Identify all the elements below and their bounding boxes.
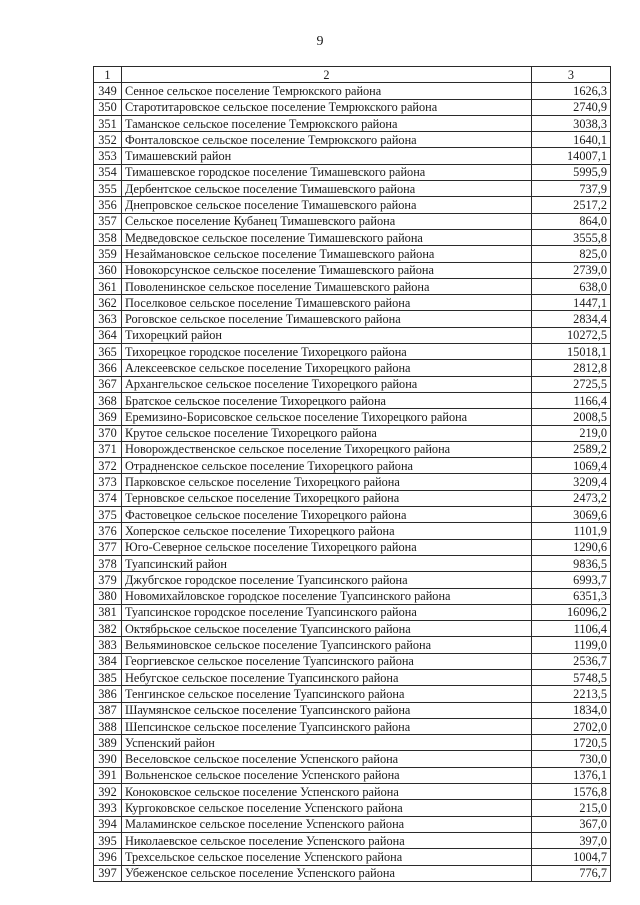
table-row [94,604,611,620]
row-number: 384 [94,653,122,669]
row-name: Вельяминовское сельское поселение Туапсинского района [122,637,532,653]
table-row [94,327,611,343]
table-header-row [94,67,611,83]
row-value: 397,0 [532,832,611,848]
table-row [94,458,611,474]
table-row [94,132,611,148]
table-row [94,229,611,245]
table-row [94,164,611,180]
row-name: Трехсельское сельское поселение Успенского района [122,849,532,865]
table-row [94,539,611,555]
table-row [94,784,611,800]
row-value: 1004,7 [532,849,611,865]
row-name: Старотитаровское сельское поселение Темрюкского района [122,99,532,115]
row-number: 389 [94,735,122,751]
row-value: 6993,7 [532,572,611,588]
row-value: 6351,3 [532,588,611,604]
row-number: 377 [94,539,122,555]
row-name: Крутое сельское поселение Тихорецкого района [122,425,532,441]
row-number: 390 [94,751,122,767]
row-name: Тихорецкий район [122,327,532,343]
row-value: 2008,5 [532,409,611,425]
table-row [94,865,611,881]
table-row [94,115,611,131]
row-value: 3555,8 [532,229,611,245]
row-value: 3209,4 [532,474,611,490]
row-number: 387 [94,702,122,718]
row-value: 2739,0 [532,262,611,278]
row-value: 219,0 [532,425,611,441]
row-value: 1626,3 [532,83,611,99]
row-value: 2536,7 [532,653,611,669]
table-row [94,849,611,865]
row-number: 373 [94,474,122,490]
row-name: Небугское сельское поселение Туапсинского района [122,669,532,685]
row-number: 371 [94,441,122,457]
table-row [94,832,611,848]
table-row [94,360,611,376]
row-value: 2213,5 [532,686,611,702]
row-value: 2812,8 [532,360,611,376]
table-row [94,409,611,425]
table-row [94,490,611,506]
row-name: Николаевское сельское поселение Успенского района [122,832,532,848]
row-value: 1101,9 [532,523,611,539]
table-row [94,669,611,685]
table-row [94,735,611,751]
table-row [94,213,611,229]
row-name: Еремизино-Борисовское сельское поселение Тихорецкого района [122,409,532,425]
row-name: Отрадненское сельское поселение Тихорецкого района [122,458,532,474]
row-name: Днепровское сельское поселение Тимашевского района [122,197,532,213]
row-name: Шепсинское сельское поселение Туапсинского района [122,718,532,734]
table-row [94,262,611,278]
row-value: 1199,0 [532,637,611,653]
row-name: Алексеевское сельское поселение Тихорецкого района [122,360,532,376]
row-name: Маламинское сельское поселение Успенского района [122,816,532,832]
table-row [94,197,611,213]
row-number: 386 [94,686,122,702]
row-number: 349 [94,83,122,99]
row-value: 5748,5 [532,669,611,685]
header-col-1: 1 [94,67,122,83]
row-value: 2517,2 [532,197,611,213]
row-name: Туапсинское городское поселение Туапсинского района [122,604,532,620]
row-number: 379 [94,572,122,588]
row-value: 3069,6 [532,507,611,523]
row-number: 388 [94,718,122,734]
row-name: Фастовецкое сельское поселение Тихорецкого района [122,507,532,523]
table-row [94,148,611,164]
header-col-2: 2 [122,67,532,83]
row-name: Архангельское сельское поселение Тихорецкого района [122,376,532,392]
row-name: Успенский район [122,735,532,751]
row-name: Поволенинское сельское поселение Тимашевского района [122,278,532,294]
row-name: Новокорсунское сельское поселение Тимашевского района [122,262,532,278]
row-name: Медведовское сельское поселение Тимашевского района [122,229,532,245]
row-name: Шаумянское сельское поселение Туапсинского района [122,702,532,718]
row-number: 375 [94,507,122,523]
row-name: Новорождественское сельское поселение Тихорецкого района [122,441,532,457]
table-body [94,67,611,882]
table-row [94,718,611,734]
row-value: 1106,4 [532,621,611,637]
row-name: Незаймановское сельское поселение Тимашевского района [122,246,532,262]
row-number: 365 [94,344,122,360]
row-name: Тимашевский район [122,148,532,164]
table-row [94,572,611,588]
row-value: 1069,4 [532,458,611,474]
table-row [94,474,611,490]
row-number: 391 [94,767,122,783]
row-name: Новомихайловское городское поселение Туапсинского района [122,588,532,604]
row-value: 10272,5 [532,327,611,343]
row-number: 357 [94,213,122,229]
row-value: 638,0 [532,278,611,294]
row-number: 364 [94,327,122,343]
row-value: 825,0 [532,246,611,262]
row-value: 1640,1 [532,132,611,148]
row-name: Тихорецкое городское поселение Тихорецкого района [122,344,532,360]
data-table [93,66,611,882]
row-number: 378 [94,555,122,571]
row-name: Убеженское сельское поселение Успенского района [122,865,532,881]
row-name: Коноковское сельское поселение Успенского района [122,784,532,800]
row-number: 374 [94,490,122,506]
row-name: Октябрьское сельское поселение Туапсинского района [122,621,532,637]
row-value: 215,0 [532,800,611,816]
table-row [94,507,611,523]
table-row [94,311,611,327]
table-row [94,555,611,571]
row-value: 14007,1 [532,148,611,164]
row-number: 380 [94,588,122,604]
row-name: Роговское сельское поселение Тимашевского района [122,311,532,327]
table-row [94,751,611,767]
row-name: Джубгское городское поселение Туапсинского района [122,572,532,588]
row-number: 352 [94,132,122,148]
row-number: 394 [94,816,122,832]
row-name: Парковское сельское поселение Тихорецкого района [122,474,532,490]
row-value: 1447,1 [532,295,611,311]
row-number: 382 [94,621,122,637]
table-row [94,376,611,392]
row-number: 376 [94,523,122,539]
table-row [94,441,611,457]
row-number: 397 [94,865,122,881]
row-number: 367 [94,376,122,392]
row-name: Веселовское сельское поселение Успенского района [122,751,532,767]
table-row [94,246,611,262]
row-value: 2589,2 [532,441,611,457]
row-value: 2725,5 [532,376,611,392]
row-value: 2702,0 [532,718,611,734]
row-name: Таманское сельское поселение Темрюкского района [122,115,532,131]
row-name: Туапсинский район [122,555,532,571]
row-number: 381 [94,604,122,620]
row-number: 369 [94,409,122,425]
row-value: 1576,8 [532,784,611,800]
table-row [94,653,611,669]
table-row [94,278,611,294]
row-number: 351 [94,115,122,131]
row-value: 1166,4 [532,392,611,408]
row-value: 730,0 [532,751,611,767]
page-number: 9 [316,34,324,49]
table-row [94,523,611,539]
row-number: 383 [94,637,122,653]
row-number: 361 [94,278,122,294]
row-number: 356 [94,197,122,213]
table-row [94,588,611,604]
table-row [94,425,611,441]
row-number: 350 [94,99,122,115]
row-number: 355 [94,181,122,197]
row-name: Кургоковское сельское поселение Успенского района [122,800,532,816]
row-value: 2740,9 [532,99,611,115]
row-name: Юго-Северное сельское поселение Тихорецкого района [122,539,532,555]
row-value: 2834,4 [532,311,611,327]
row-number: 360 [94,262,122,278]
row-number: 358 [94,229,122,245]
table-row [94,686,611,702]
row-name: Вольненское сельское поселение Успенского района [122,767,532,783]
row-name: Сельское поселение Кубанец Тимашевского района [122,213,532,229]
table-row [94,83,611,99]
row-name: Георгиевское сельское поселение Туапсинского района [122,653,532,669]
row-name: Поселковое сельское поселение Тимашевского района [122,295,532,311]
row-value: 15018,1 [532,344,611,360]
row-value: 3038,3 [532,115,611,131]
table-row [94,621,611,637]
row-value: 1720,5 [532,735,611,751]
row-number: 372 [94,458,122,474]
table-row [94,800,611,816]
row-value: 737,9 [532,181,611,197]
table-row [94,181,611,197]
row-name: Дербентское сельское поселение Тимашевского района [122,181,532,197]
row-name: Тимашевское городское поселение Тимашевского района [122,164,532,180]
row-number: 363 [94,311,122,327]
row-number: 385 [94,669,122,685]
row-value: 1376,1 [532,767,611,783]
table-row [94,99,611,115]
row-value: 1834,0 [532,702,611,718]
row-number: 368 [94,392,122,408]
row-value: 5995,9 [532,164,611,180]
row-value: 9836,5 [532,555,611,571]
table-row [94,344,611,360]
row-number: 392 [94,784,122,800]
row-name: Хоперское сельское поселение Тихорецкого района [122,523,532,539]
table-row [94,392,611,408]
row-value: 16096,2 [532,604,611,620]
table-row [94,702,611,718]
row-number: 362 [94,295,122,311]
row-name: Терновское сельское поселение Тихорецкого района [122,490,532,506]
row-value: 864,0 [532,213,611,229]
row-name: Тенгинское сельское поселение Туапсинского района [122,686,532,702]
row-name: Фонталовское сельское поселение Темрюкского района [122,132,532,148]
row-value: 2473,2 [532,490,611,506]
row-number: 396 [94,849,122,865]
row-number: 366 [94,360,122,376]
table-row [94,816,611,832]
row-number: 370 [94,425,122,441]
row-value: 1290,6 [532,539,611,555]
row-number: 353 [94,148,122,164]
table-row [94,637,611,653]
row-number: 393 [94,800,122,816]
row-number: 395 [94,832,122,848]
row-name: Сенное сельское поселение Темрюкского района [122,83,532,99]
table-row [94,767,611,783]
header-col-3: 3 [532,67,611,83]
row-value: 367,0 [532,816,611,832]
row-value: 776,7 [532,865,611,881]
row-number: 354 [94,164,122,180]
table-row [94,295,611,311]
row-name: Братское сельское поселение Тихорецкого района [122,392,532,408]
row-number: 359 [94,246,122,262]
